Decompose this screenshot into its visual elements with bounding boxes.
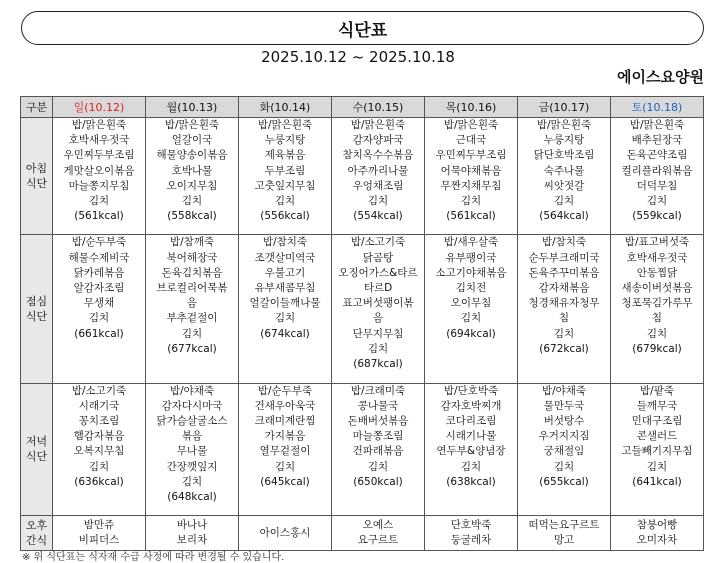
menu-item: 배추된장국: [631, 134, 683, 147]
meal-row-dinner: [21, 383, 704, 516]
menu-item: 김치: [274, 312, 296, 325]
menu-item: 버섯탕수: [543, 414, 585, 427]
menu-item: 누룽지탕: [264, 134, 306, 147]
menu-item: 안동찜닭: [636, 266, 678, 279]
menu-item: 밥/맑은흰죽: [164, 119, 220, 131]
menu-item: 감자양파국: [352, 134, 404, 147]
menu-item: 밥/순두부죽: [71, 236, 127, 249]
menu-item: 무나물: [176, 445, 208, 458]
menu-item: 열무겉절이: [259, 445, 311, 458]
row-label-line: 식단: [25, 450, 48, 464]
menu-item: (661kcal): [74, 327, 124, 340]
menu-item: 해물수제비국: [68, 251, 130, 264]
row-label: [21, 235, 53, 383]
menu-item: (672kcal): [539, 342, 589, 355]
row-label-line: 저녁: [25, 435, 48, 449]
menu-item: 바나나: [176, 518, 208, 531]
menu-item: 김치: [88, 312, 110, 325]
meal-cell: [53, 383, 146, 516]
meal-cell: [239, 383, 332, 516]
menu-item: 해물양송이볶음: [156, 149, 228, 162]
row-label-line: 점심: [25, 294, 48, 308]
menu-item: 김치: [88, 195, 110, 208]
menu-item: 더덕무침: [636, 179, 678, 192]
menu-item: 김치: [646, 195, 668, 208]
menu-item: 김치전: [455, 282, 487, 295]
menu-item: 오복지무침: [73, 445, 125, 458]
menu-item: 밥/소고기죽: [71, 384, 127, 397]
menu-item: 볶음: [181, 430, 203, 443]
menu-item: 비피더스: [78, 534, 120, 547]
menu-item: 김치: [181, 195, 203, 208]
meal-cell: [53, 118, 146, 235]
menu-item: 김치: [646, 460, 668, 473]
menu-item: 밥/단호박죽: [443, 384, 499, 397]
menu-item: 우민찌두부조림: [435, 149, 507, 162]
meal-cell: [146, 118, 239, 235]
menu-item: (561kcal): [446, 210, 496, 223]
row-label: [21, 383, 53, 516]
menu-item: 김치: [553, 460, 575, 473]
menu-item: 호박새우젓국: [626, 251, 688, 264]
menu-item: 밥/맑은흰죽: [629, 119, 685, 131]
menu-item: (564kcal): [539, 210, 589, 223]
menu-item: 단무지무침: [352, 327, 404, 340]
menu-item: 김치: [460, 195, 482, 208]
menu-item: (554kcal): [353, 210, 403, 223]
menu-item: 햄감자볶음: [73, 430, 125, 443]
menu-item: 밥/소고기죽: [350, 236, 406, 249]
row-label-line: 식단: [25, 177, 48, 191]
menu-item: 밥/맑은흰죽: [71, 119, 127, 131]
menu-item: 컬리플라워볶음: [621, 164, 693, 177]
menu-item: 김치: [367, 342, 389, 355]
menu-item: 청포묵김가루무: [621, 297, 693, 310]
menu-item: 숙주나물: [543, 164, 585, 177]
meal-cell: [425, 516, 518, 551]
menu-item: (645kcal): [260, 475, 310, 488]
menu-item: 요구르트: [357, 534, 399, 547]
menu-item: (561kcal): [74, 210, 124, 223]
menu-item: 김치: [553, 327, 575, 340]
menu-item: 밥/참치죽: [541, 236, 587, 249]
menu-item: 김치: [553, 195, 575, 208]
meal-cell: [611, 516, 704, 551]
meal-cell: [425, 235, 518, 383]
day-header-sun: 일(10.12): [53, 97, 146, 118]
menu-item: (559kcal): [632, 210, 682, 223]
row-label: [21, 516, 53, 551]
menu-item: 밥/순두부죽: [257, 384, 313, 397]
meal-cell: [146, 235, 239, 383]
menu-item: 참붕어빵: [636, 518, 678, 531]
menu-item: 닭가슴살굴소스: [156, 414, 228, 427]
menu-item: (558kcal): [167, 210, 217, 223]
menu-item: 돈배버섯볶음: [347, 414, 409, 427]
menu-item: 김치: [367, 460, 389, 473]
menu-item: 닭단호박조림: [533, 149, 595, 162]
menu-item: 순두부크래미국: [528, 251, 600, 264]
meal-cell: [332, 383, 425, 516]
menu-item: 무짠지채무침: [440, 179, 502, 192]
menu-item: 김치: [181, 475, 203, 488]
menu-item: (641kcal): [632, 475, 682, 488]
meal-cell: [146, 383, 239, 516]
meal-cell: [611, 118, 704, 235]
menu-item: 북어해장국: [166, 251, 218, 264]
menu-item: 아이스홍시: [259, 526, 311, 539]
row-label-line: 아침: [25, 162, 48, 176]
menu-item: 조갯살미역국: [254, 251, 316, 264]
meal-row-snack: [21, 516, 704, 551]
menu-item: (636kcal): [74, 475, 124, 488]
menu-item: 타르D: [363, 282, 393, 295]
menu-item: 감자호박찌개: [440, 399, 502, 412]
meal-row-breakfast: [21, 118, 704, 235]
menu-item: 밥/팥죽: [640, 384, 674, 397]
menu-item: 알감자조림: [73, 282, 125, 295]
menu-item: 참치옥수수볶음: [342, 149, 414, 162]
menu-item: (650kcal): [353, 475, 403, 488]
menu-item: 새송이버섯볶음: [621, 282, 693, 295]
meal-cell: [425, 118, 518, 235]
menu-item: 고들빼기지무침: [621, 445, 693, 458]
menu-item: 우민찌두부조림: [63, 149, 135, 162]
meal-cell: [425, 383, 518, 516]
meal-cell: [518, 235, 611, 383]
menu-item: 청경채유자청무: [528, 297, 600, 310]
menu-item: 밥/맑은흰죽: [536, 119, 592, 131]
menu-item: 연두부&양념장: [436, 445, 506, 458]
meal-cell: [53, 516, 146, 551]
menu-item: 침: [558, 312, 570, 325]
menu-item: 음: [186, 297, 198, 310]
menu-item: 코다리조림: [445, 414, 497, 427]
menu-item: 어묵야채볶음: [440, 164, 502, 177]
menu-item: 떠먹는요구르트: [528, 518, 600, 531]
menu-item: 고춧잎지무침: [254, 179, 316, 192]
menu-item: (655kcal): [539, 475, 589, 488]
row-label-line: 식단: [25, 309, 48, 323]
meal-cell: [518, 516, 611, 551]
menu-item: 망고: [553, 534, 575, 547]
menu-item: 가지볶음: [264, 430, 306, 443]
menu-item: 건새우아욱국: [254, 399, 316, 412]
menu-item: 오이무침: [450, 297, 492, 310]
header-row: [21, 97, 704, 118]
menu-item: 침: [651, 312, 663, 325]
menu-item: 소고기야채볶음: [435, 266, 507, 279]
menu-item: 민대구조림: [631, 414, 683, 427]
meal-cell: [239, 516, 332, 551]
menu-item: 콩나물국: [357, 399, 399, 412]
menu-item: 호박나물: [171, 164, 213, 177]
menu-item: 돈육주꾸미볶음: [528, 266, 600, 279]
menu-item: 밥/야채죽: [169, 384, 215, 397]
menu-item: 김치: [274, 460, 296, 473]
meal-cell: [518, 118, 611, 235]
menu-item: 부추겉절이: [166, 312, 218, 325]
meal-cell: [53, 235, 146, 383]
menu-item: 돈육김치볶음: [161, 266, 223, 279]
menu-item: 무생채: [83, 297, 115, 310]
meal-cell: [332, 118, 425, 235]
menu-item: 밥/야채죽: [541, 384, 587, 397]
menu-item: 우엉채조림: [352, 179, 404, 192]
meal-cell: [146, 516, 239, 551]
menu-item: 보리차: [176, 534, 208, 547]
menu-item: 밥/참깨죽: [169, 236, 215, 249]
menu-item: 감자채볶음: [538, 282, 590, 295]
menu-item: 유부팽이국: [445, 251, 497, 264]
menu-item: 김치: [367, 195, 389, 208]
meal-table: [20, 96, 704, 551]
menu-item: (638kcal): [446, 475, 496, 488]
meal-cell: [332, 516, 425, 551]
menu-item: 김치: [646, 327, 668, 340]
meal-cell: [611, 383, 704, 516]
menu-item: 밥/맑은흰죽: [257, 119, 313, 131]
menu-item: 누룽지탕: [543, 134, 585, 147]
menu-item: 근대국: [455, 134, 487, 147]
menu-item: 얼갈이들깨나물: [249, 297, 321, 310]
menu-item: (679kcal): [632, 342, 682, 355]
menu-item: 두부조림: [264, 164, 306, 177]
menu-item: 마늘쫑조림: [352, 430, 404, 443]
menu-item: 오미자차: [636, 534, 678, 547]
menu-item: 닭카레볶음: [73, 266, 125, 279]
menu-item: 김치: [460, 460, 482, 473]
menu-item: 시래기나물: [445, 430, 497, 443]
menu-item: 둥굴레차: [450, 534, 492, 547]
menu-item: (694kcal): [446, 327, 496, 340]
menu-item: 씨앗젓갈: [543, 179, 585, 192]
menu-item: 단호박죽: [450, 518, 492, 531]
menu-item: 콘샐러드: [636, 430, 678, 443]
day-header-mon: 월(10.13): [146, 97, 239, 118]
menu-item: 호박새우젓국: [68, 134, 130, 147]
meal-cell: [332, 235, 425, 383]
menu-item: (687kcal): [353, 358, 403, 371]
title-box: [21, 11, 704, 45]
menu-item: 오징어가스&타르: [338, 266, 418, 279]
menu-item: 밥/크래미죽: [350, 384, 406, 397]
menu-item: 밥/표고버섯죽: [624, 236, 690, 249]
meal-cell: [239, 118, 332, 235]
menu-item: 꽁치조림: [78, 414, 120, 427]
menu-item: 크래미계란찜: [254, 414, 316, 427]
date-range: 2025.10.12 ~ 2025.10.18: [261, 48, 455, 66]
category-header: 구분: [21, 97, 53, 118]
menu-item: 밥/새우살죽: [443, 236, 499, 249]
menu-item: 김치: [460, 312, 482, 325]
menu-item: 유부새콤무침: [254, 282, 316, 295]
day-header-sat: 토(10.18): [611, 97, 704, 118]
menu-item: 우불고기: [264, 266, 306, 279]
menu-item: 김치: [88, 460, 110, 473]
menu-item: 돈육곤약조림: [626, 149, 688, 162]
organization-name: 에이스요양원: [617, 68, 704, 86]
menu-item: 물만두국: [543, 399, 585, 412]
menu-item: 감자다시마국: [161, 399, 223, 412]
menu-item: 마늘쫑지무침: [68, 179, 130, 192]
menu-item: 음: [372, 312, 384, 325]
menu-item: 들깨무국: [636, 399, 678, 412]
meal-cell: [518, 383, 611, 516]
day-header-thu: 목(10.16): [425, 97, 518, 118]
menu-item: 우거지지짐: [538, 430, 590, 443]
menu-item: 오예스: [362, 518, 394, 531]
menu-item: 건파래볶음: [352, 445, 404, 458]
menu-item: 간장깻잎지: [166, 460, 218, 473]
menu-item: (674kcal): [260, 327, 310, 340]
row-label: [21, 118, 53, 235]
menu-item: 밥/맑은흰죽: [350, 119, 406, 131]
menu-item: 표고버섯팽이볶: [342, 297, 414, 310]
row-label-line: 오후: [25, 519, 48, 533]
meal-cell: [611, 235, 704, 383]
footnote: ※ 위 식단표는 식자재 수급 사정에 따라 변경될 수 있습니다.: [22, 552, 285, 563]
menu-item: (556kcal): [260, 210, 310, 223]
page-title: 식단표: [337, 20, 388, 41]
menu-item: 궁채절임: [543, 445, 585, 458]
meal-cell: [239, 235, 332, 383]
menu-item: 김치: [274, 195, 296, 208]
meal-row-lunch: [21, 235, 704, 383]
menu-item: 아주까리나물: [347, 164, 409, 177]
menu-item: 김치: [181, 327, 203, 340]
menu-item: 제육볶음: [264, 149, 306, 162]
day-header-fri: 금(10.17): [518, 97, 611, 118]
menu-item: 밥/맑은흰죽: [443, 119, 499, 131]
day-header-wed: 수(10.15): [332, 97, 425, 118]
menu-item: 브로컬리어묵볶: [156, 282, 228, 295]
menu-item: (648kcal): [167, 490, 217, 503]
menu-item: (677kcal): [167, 342, 217, 355]
menu-item: 오이지무침: [166, 179, 218, 192]
row-label-line: 간식: [25, 534, 48, 548]
menu-item: 얼갈이국: [171, 134, 213, 147]
menu-item: 게맛살오이볶음: [63, 164, 135, 177]
day-header-tue: 화(10.14): [239, 97, 332, 118]
menu-item: 밤만쥬: [83, 518, 115, 531]
menu-item: 닭곰탕: [362, 251, 394, 264]
menu-item: 밥/참치죽: [262, 236, 308, 249]
menu-item: 시래기국: [78, 399, 120, 412]
